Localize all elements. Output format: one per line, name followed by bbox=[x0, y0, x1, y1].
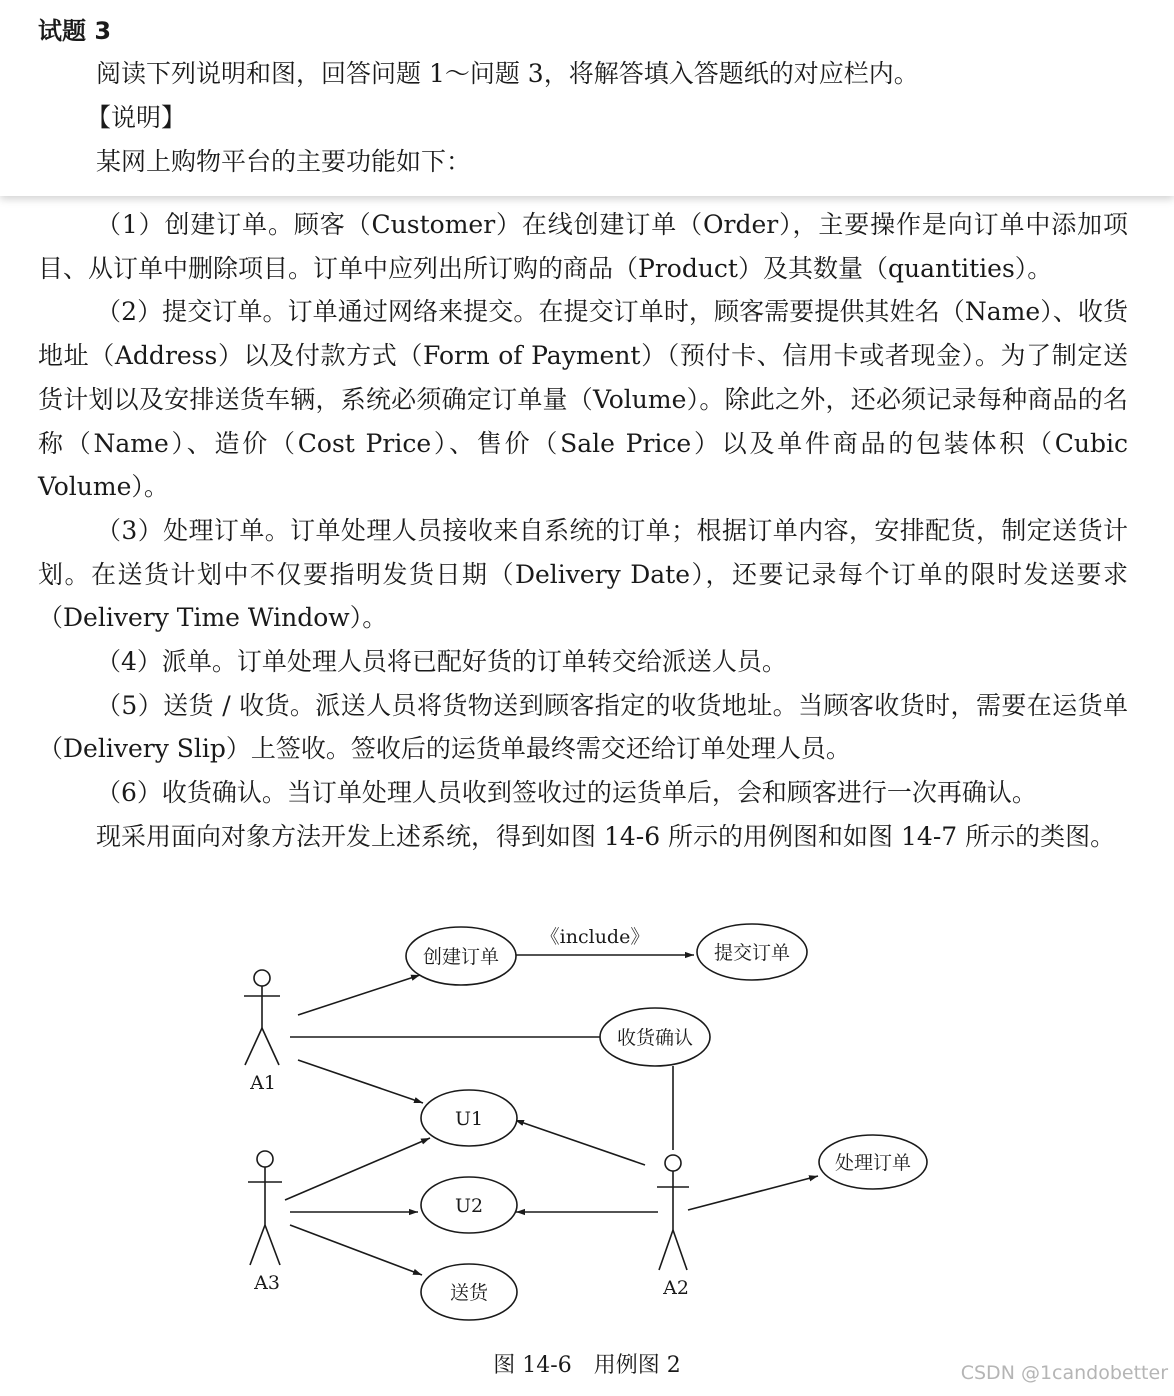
actor-a3 bbox=[248, 1151, 282, 1265]
assoc-a2-process bbox=[688, 1176, 818, 1210]
assoc-a1-u1 bbox=[298, 1060, 423, 1103]
paragraph-confirm: （6）收货确认。当订单处理人员收到签收过的运货单后，会和顾客进行一次再确认。 bbox=[96, 778, 1037, 808]
paragraph-dispatch: （4）派单。订单处理人员将已配好货的订单转交给派送人员。 bbox=[96, 647, 787, 677]
use-case-u1 bbox=[421, 1090, 517, 1146]
paragraph-process-order: （3）处理订单。订单处理人员接收来自系统的订单；根据订单内容，安排配货，制定送货计划。在送货计划中不仅要指明发货日期（Delivery Date），还要记录每个订单的限时发送要求（Delivery Time Window）。 bbox=[38, 515, 1128, 633]
section-label: 【说明】 bbox=[86, 103, 187, 132]
paragraph-method: 现采用面向对象方法开发上述系统，得到如图 14-6 所示的用例图和如图 14-7 所示的类图。 bbox=[96, 821, 1116, 851]
watermark: CSDN @1candobetter bbox=[960, 1362, 1168, 1384]
assoc-a1-create-order bbox=[298, 975, 420, 1015]
include-stereotype: 《include》 bbox=[540, 926, 650, 948]
use-case-create-order-label: 创建订单 bbox=[422, 946, 500, 968]
question-title: 试题 3 bbox=[38, 17, 112, 45]
use-case-process-order-label: 处理订单 bbox=[834, 1152, 912, 1174]
use-case-deliver-label: 送货 bbox=[449, 1282, 489, 1304]
use-case-u2-label: U2 bbox=[454, 1195, 484, 1217]
figure-caption: 图 14-6 用例图 2 bbox=[493, 1353, 681, 1378]
use-case-diagram bbox=[0, 900, 1174, 1340]
question-header bbox=[0, 0, 1174, 196]
intro-text: 某网上购物平台的主要功能如下： bbox=[96, 147, 472, 176]
use-case-confirm-receipt-label: 收货确认 bbox=[616, 1027, 694, 1049]
assoc-a3-deliver bbox=[290, 1225, 422, 1275]
actor-a1-label: A1 bbox=[250, 1072, 276, 1094]
use-case-submit-order bbox=[697, 924, 807, 980]
paragraph-create-order: （1）创建订单。顾客（Customer）在线创建订单（Order），主要操作是向订单中添加项目、从订单中删除项目。订单中应列出所订购的商品（Product）及其数量（quantities）。 bbox=[38, 210, 1128, 283]
description-body bbox=[38, 203, 1128, 859]
use-case-deliver bbox=[421, 1264, 517, 1320]
use-case-create-order bbox=[406, 927, 516, 985]
actor-a2-label: A2 bbox=[663, 1277, 689, 1299]
paragraph-submit-order: （2）提交订单。订单通过网络来提交。在提交订单时，顾客需要提供其姓名（Name）、收货地址（Address）以及付款方式（Form of Payment）（预付卡、信用卡或者现金）。为了制定送货计划以及安排送货车辆，系统必须确定订单量（Volume）。除此之外，还必须记录每种商品的名称（Name）、造价（Cost Price）、售价（Sale Price）以及单件商品的包装体积（Cubic Volume）。 bbox=[38, 297, 1128, 502]
use-case-confirm-receipt bbox=[600, 1008, 710, 1066]
actor-a3-label: A3 bbox=[254, 1272, 280, 1294]
assoc-a3-u1 bbox=[285, 1138, 430, 1200]
assoc-a2-u1 bbox=[515, 1120, 645, 1165]
use-case-u1-label: U1 bbox=[454, 1108, 484, 1130]
use-case-process-order bbox=[819, 1135, 927, 1189]
instruction-text: 阅读下列说明和图，回答问题 1～问题 3，将解答填入答题纸的对应栏内。 bbox=[96, 59, 919, 88]
paragraph-delivery: （5）送货 / 收货。派送人员将货物送到顾客指定的收货地址。当顾客收货时，需要在运货单（Delivery Slip）上签收。签收后的运货单最终需交还给订单处理人员。 bbox=[38, 690, 1128, 764]
actor-a2 bbox=[657, 1155, 689, 1270]
use-case-u2 bbox=[421, 1177, 517, 1233]
use-case-submit-order-label: 提交订单 bbox=[713, 942, 791, 964]
actor-a1 bbox=[244, 970, 280, 1065]
